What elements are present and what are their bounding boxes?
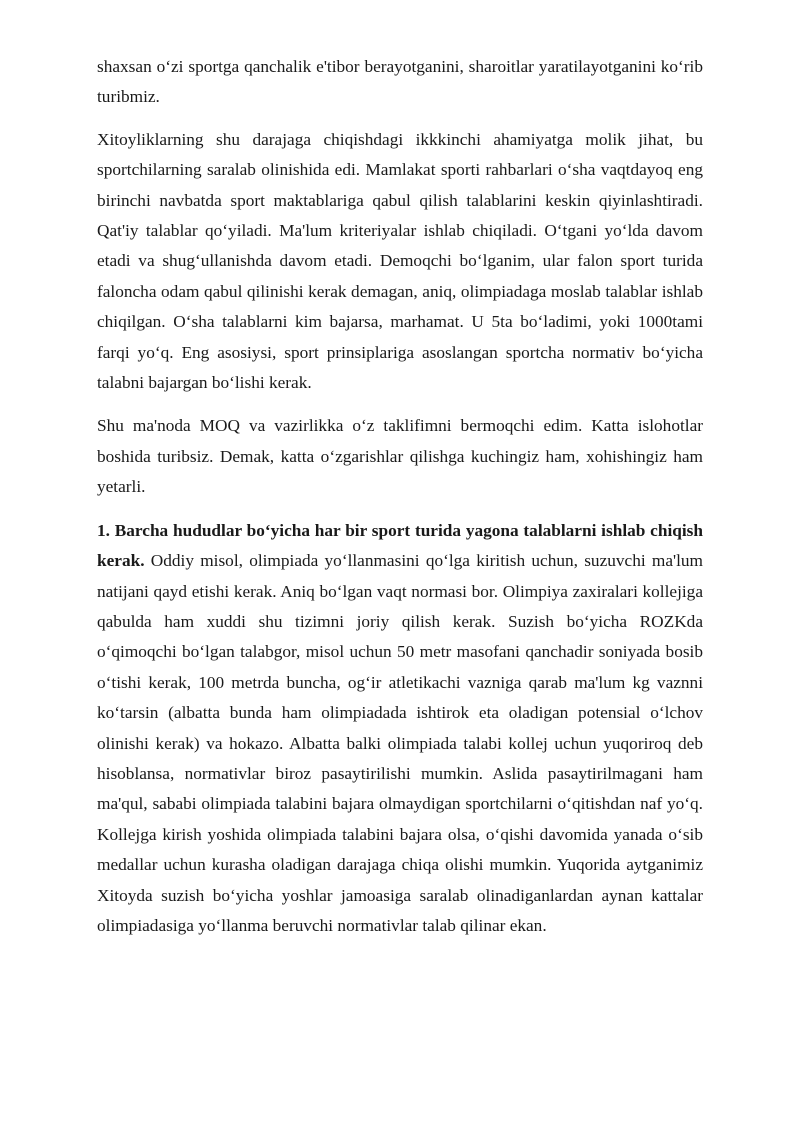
paragraph-text: shaxsan o‘zi sportga qanchalik e'tibor berayotganini, sharoitlar yaratilayotganini ko‘rib turibmiz. (97, 57, 703, 107)
paragraph-proposal-1 (97, 516, 703, 942)
paragraph-intro-continuation (97, 52, 703, 113)
proposal-heading: 1. Barcha hududlar bo‘yicha har bir sport turida yagona talablarni ishlab chiqish kerak. (97, 520, 703, 571)
paragraph-text: Xitoyliklarning shu darajaga chiqishdagi ikkkinchi ahamiyatga molik jihat, bu sportchilarning saralab olinishida edi. Mamlakat sporti rahbarlari o‘sha vaqtdayoq eng birinchi navbatda sport maktablariga qabul qilish talablarini keskin qiyinlashtiradi. Qat'iy talablar qo‘yiladi. Ma'lum kriteriyalar ishlab chiqiladi. O‘tgani yo‘lda davom etadi va shug‘ullanishda davom etadi. Demoqchi bo‘lganim, ular falon sport turida faloncha odam qabul qilinishi kerak demagan, aniq, olimpiadaga moslab talablar ishlab chiqilgan. O‘sha talablarni kim bajarsa, marhamat. U 5ta bo‘ladimi, yoki 1000tami farqi yo‘q. Eng asosiysi, sport prinsiplariga asoslangan sportcha normativ bo‘yicha talabni bajargan bo‘lishi kerak. (97, 129, 703, 393)
paragraph-text: Oddiy misol, olimpiada yo‘llanmasini qo‘lga kiritish uchun, suzuvchi ma'lum natijani qayd etishi kerak. Aniq bo‘lgan vaqt normasi bor. Olimpiya zaxiralari kollejiga qabulda ham xuddi shu tizimni joriy qilish kerak. Suzish bo‘yicha ROZKda o‘qimoqchi bo‘lgan talabgor, misol uchun 50 metr masofani qanchadir soniyada bosib o‘tishi kerak, 100 metrda buncha, og‘ir atletikachi vazniga qarab ma'lum kg vaznni ko‘tarsin (albatta bunda ham olimpiadada ishtirok eta oladigan potensial o‘lchov olinishi kerak) va hokazo. Albatta balki olimpiada talabi kollej uchun yuqoriroq deb hisoblansa, normativlar biroz pasaytirilishi mumkin. Aslida pasaytirilmagani ham ma'qul, sababi olimpiada talabini bajara olmaydigan sportchilarni o‘qitishdan naf yo‘q. Kollejga kirish yoshida olimpiada talabini bajara olsa, o‘qishi davomida yanada o‘sib medallar uchun kurasha oladigan darajaga chiqa olishi mumkin. Yuqorida aytganimiz Xitoyda suzish bo‘yicha yoshlar jamoasiga saralab olinadiganlardan aynan kattalar olimpiadasiga yo‘llanma beruvchi normativlar talab qilinar ekan. (97, 551, 703, 935)
paragraph-proposal-intro (97, 411, 703, 502)
paragraph-text: Shu ma'noda MOQ va vazirlikka o‘z taklifimni bermoqchi edim. Katta islohotlar boshida turibsiz. Demak, katta o‘zgarishlar qilishga kuchingiz ham, xohishingiz ham yetarli. (97, 416, 703, 497)
document-page (97, 52, 703, 954)
paragraph-china-selection (97, 125, 703, 399)
